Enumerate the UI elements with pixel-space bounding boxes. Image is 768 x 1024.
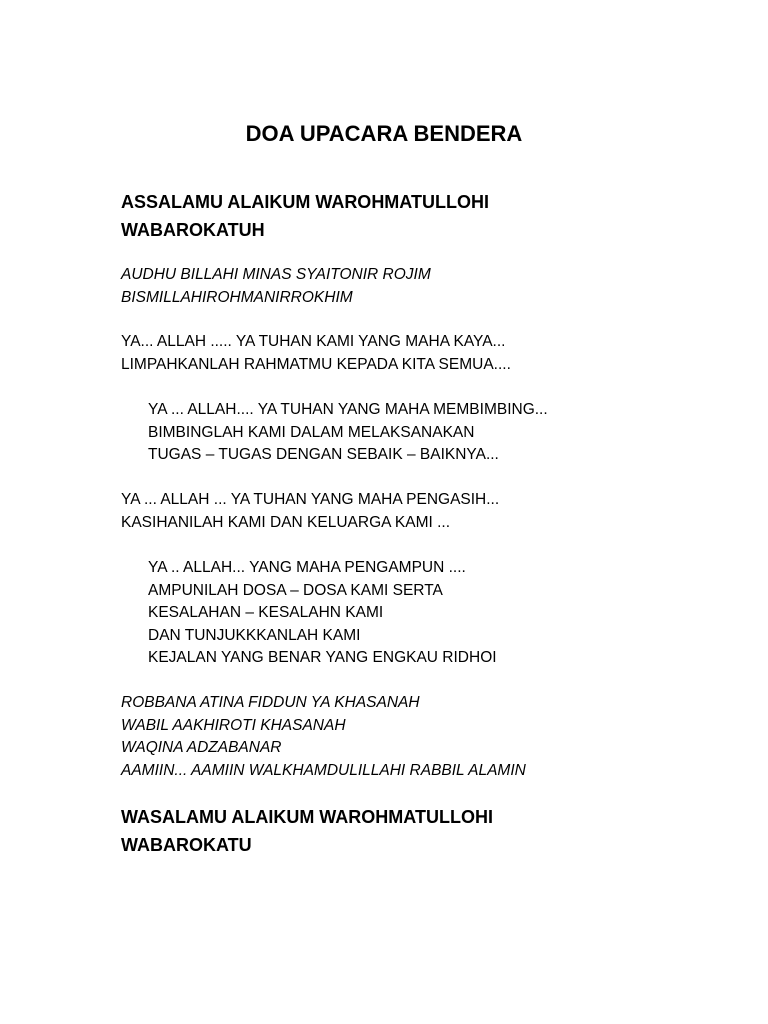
stanza-3 [121,489,499,534]
stanza-2 [148,399,548,467]
stanza-line: BIMBINGLAH KAMI DALAM MELAKSANAKAN [148,423,475,441]
opening-prayer-line: BISMILLAHIROHMANIRROKHIM [121,288,353,306]
greeting-open-line: ASSALAMU ALAIKUM WAROHMATULLOHI [121,192,489,212]
closing-prayer [121,692,526,782]
closing-prayer-line: WABIL AAKHIROTI KHASANAH [121,716,346,734]
greeting-open-line: WABAROKATUH [121,220,265,240]
stanza-line: YA ... ALLAH ... YA TUHAN YANG MAHA PENGASIH... [121,491,500,508]
stanza-line: KEJALAN YANG BENAR YANG ENGKAU RIDHOI [148,649,497,666]
opening-prayer-line: AUDHU BILLAHI MINAS SYAITONIR ROJIM [121,266,431,283]
stanza-line: KASIHANILAH KAMI DAN KELUARGA KAMI ... [121,513,451,531]
stanza-line: KESALAHAN – KESALAHN KAMI [148,604,384,621]
opening-prayer [121,264,431,309]
stanza-line: YA .. ALLAH... YANG MAHA PENGAMPUN .... [148,559,466,576]
closing-prayer-line: AAMIIN... AAMIIN WALKHAMDULILLAHI RABBIL ALAMIN [121,761,526,779]
greeting-close-line: WASALAMU ALAIKUM WAROHMATULLOHI [121,807,493,827]
stanza-1 [121,331,511,376]
stanza-line: YA... ALLAH ..... YA TUHAN KAMI YANG MAHA KAYA... [121,333,506,350]
greeting-open [121,188,489,244]
document-title: DOA UPACARA BENDERA [245,121,523,146]
greeting-close [121,803,493,859]
stanza-line: YA ... ALLAH.... YA TUHAN YANG MAHA MEMBIMBING... [148,401,548,418]
stanza-line: DAN TUNJUKKKANLAH KAMI [148,626,361,644]
greeting-close-line: WABAROKATU [121,835,252,855]
stanza-line: TUGAS – TUGAS DENGAN SEBAIK – BAIKNYA... [148,446,499,463]
stanza-line: AMPUNILAH DOSA – DOSA KAMI SERTA [148,581,443,599]
closing-prayer-line: ROBBANA ATINA FIDDUN YA KHASANAH [121,694,420,711]
closing-prayer-line: WAQINA ADZABANAR [121,739,282,756]
stanza-4 [148,557,497,670]
stanza-line: LIMPAHKANLAH RAHMATMU KEPADA KITA SEMUA.... [121,355,511,373]
